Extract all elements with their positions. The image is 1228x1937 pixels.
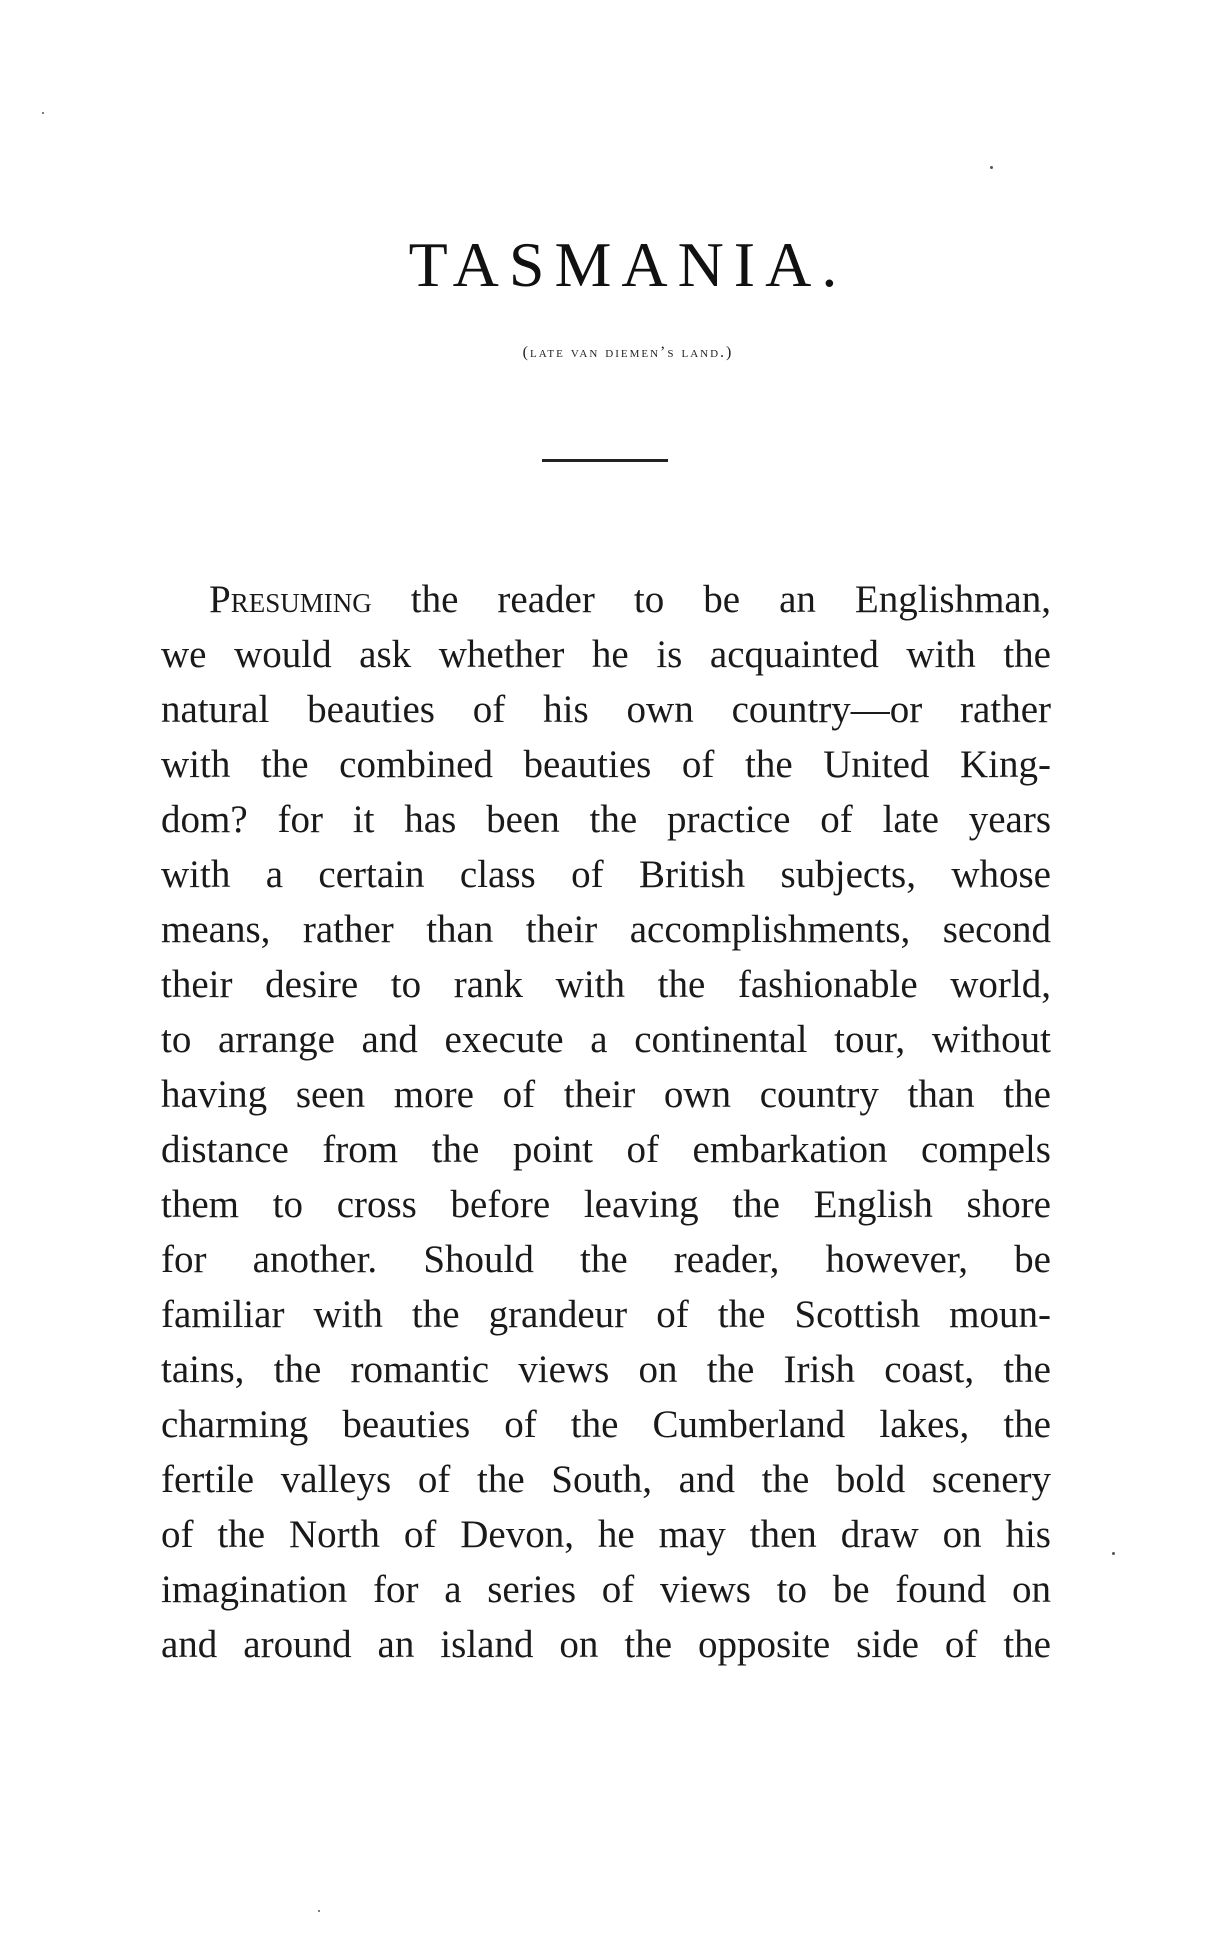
body-line: having seen more of their own country than the: [161, 1073, 1051, 1116]
scan-speck: [318, 1910, 320, 1912]
body-line: natural beauties of his own country—or rather: [161, 688, 1051, 731]
body-line: dom? for it has been the practice of late years: [161, 798, 1051, 841]
scan-speck: [990, 166, 993, 169]
body-line: of the North of Devon, he may then draw on his: [161, 1513, 1051, 1556]
body-line: means, rather than their accomplishments, second: [161, 908, 1051, 951]
body-line: them to cross before leaving the English shore: [161, 1183, 1051, 1226]
body-line: with the combined beauties of the United King-: [161, 743, 1051, 786]
scan-speck: [1112, 1552, 1115, 1555]
drop-word: Presuming: [209, 578, 372, 621]
body-line: fertile valleys of the South, and the bold scenery: [161, 1458, 1051, 1501]
body-line: their desire to rank with the fashionable world,: [161, 963, 1051, 1006]
page-subtitle: (late van diemen’s land.): [522, 344, 734, 361]
body-line: and around an island on the opposite side of the: [161, 1623, 1051, 1666]
body-line: familiar with the grandeur of the Scottish moun-: [161, 1293, 1051, 1336]
title-divider: [542, 459, 668, 462]
body-line: to arrange and execute a continental tour, without: [161, 1018, 1051, 1061]
body-line: charming beauties of the Cumberland lakes, the: [161, 1403, 1051, 1446]
body-line: imagination for a series of views to be found on: [161, 1568, 1051, 1611]
body-line-1: [161, 572, 1051, 627]
page-title: TASMANIA.: [408, 229, 848, 300]
body-line: we would ask whether he is acquainted with the: [161, 633, 1051, 676]
body-line: tains, the romantic views on the Irish coast, the: [161, 1348, 1051, 1391]
scan-speck: [42, 112, 44, 114]
body-line: for another. Should the reader, however, be: [161, 1238, 1051, 1281]
body-line: distance from the point of embarkation compels: [161, 1128, 1051, 1171]
first-line-text: the reader to be an Englishman,: [371, 578, 1051, 621]
body-line: with a certain class of British subjects, whose: [161, 853, 1051, 896]
body-paragraph: [161, 572, 1051, 1672]
